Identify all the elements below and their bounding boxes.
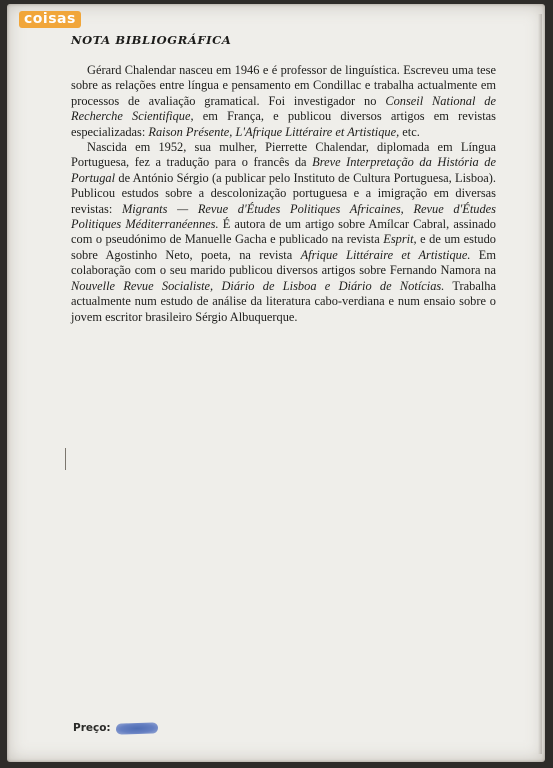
italic-title: Migrants — Revue d'Études Politiques Africaines, Revue d'Études Politiques Méditerranéennes. bbox=[71, 201, 496, 232]
italic-title: Raison Présente, L'Afrique Littéraire et Artistique, bbox=[148, 124, 400, 139]
italic-title: Afrique Littéraire et Artistique. bbox=[300, 247, 471, 262]
watermark-logo: coisas bbox=[19, 11, 81, 28]
section-heading: NOTA BIBLIOGRÁFICA bbox=[71, 33, 232, 47]
text-run: É autora de um artigo sobre Amílcar Cabral, assinado com o pseudónimo de Manuelle Gacha e publicado na revista bbox=[71, 217, 496, 247]
text-run: etc. bbox=[399, 124, 420, 139]
text-run: Nascida em 1952, sua mulher, Pierrette Chalendar, diplomada em Língua Portuguesa, fez a tradução para o francês da bbox=[71, 140, 496, 170]
italic-title: Conseil National de Recherche Scientifique, bbox=[71, 93, 496, 124]
text-run: e de um estudo sobre Agostinho Neto, poeta, na revista bbox=[71, 232, 496, 262]
italic-title: Breve Interpretação da História de Portugal bbox=[71, 155, 496, 185]
paragraph-author bbox=[71, 63, 496, 140]
paragraph-translator bbox=[71, 140, 496, 325]
text-run: em França, e publicou diversos artigos em revistas especializadas: bbox=[71, 109, 496, 139]
price-area bbox=[73, 722, 158, 734]
text-run: Em colaboração com o seu marido publicou diversos artigos sobre Fernando Namora na bbox=[71, 247, 496, 278]
text-run: Trabalha actualmente num estudo de análise da literatura cabo-verdiana e num ensaio sobre o jovem escritor brasileiro Sérgio Albuquerque. bbox=[71, 278, 496, 324]
text-run: Gérard Chalendar nasceu em 1946 e é professor de linguística. Escreveu uma tese sobre as relações entre língua e pensamento em Condillac e trabalha actualmente em processos de avaliação gramatical. Foi investigador no bbox=[71, 63, 496, 108]
italic-title: Nouvelle Revue Socialiste, Diário de Lisboa e Diário de Notícias. bbox=[71, 278, 445, 293]
price-label: Preço: bbox=[73, 722, 111, 734]
page-edge-shadow bbox=[538, 14, 542, 754]
price-stamp bbox=[115, 722, 157, 734]
pencil-mark bbox=[65, 448, 66, 470]
italic-title: Esprit, bbox=[383, 232, 417, 247]
bibliographic-note bbox=[71, 63, 496, 325]
text-run: de António Sérgio (a publicar pelo Instituto de Cultura Portuguesa, Lisboa). Publicou estudos sobre a descolonização portuguesa e a imigração em diversas revistas: bbox=[71, 170, 496, 216]
